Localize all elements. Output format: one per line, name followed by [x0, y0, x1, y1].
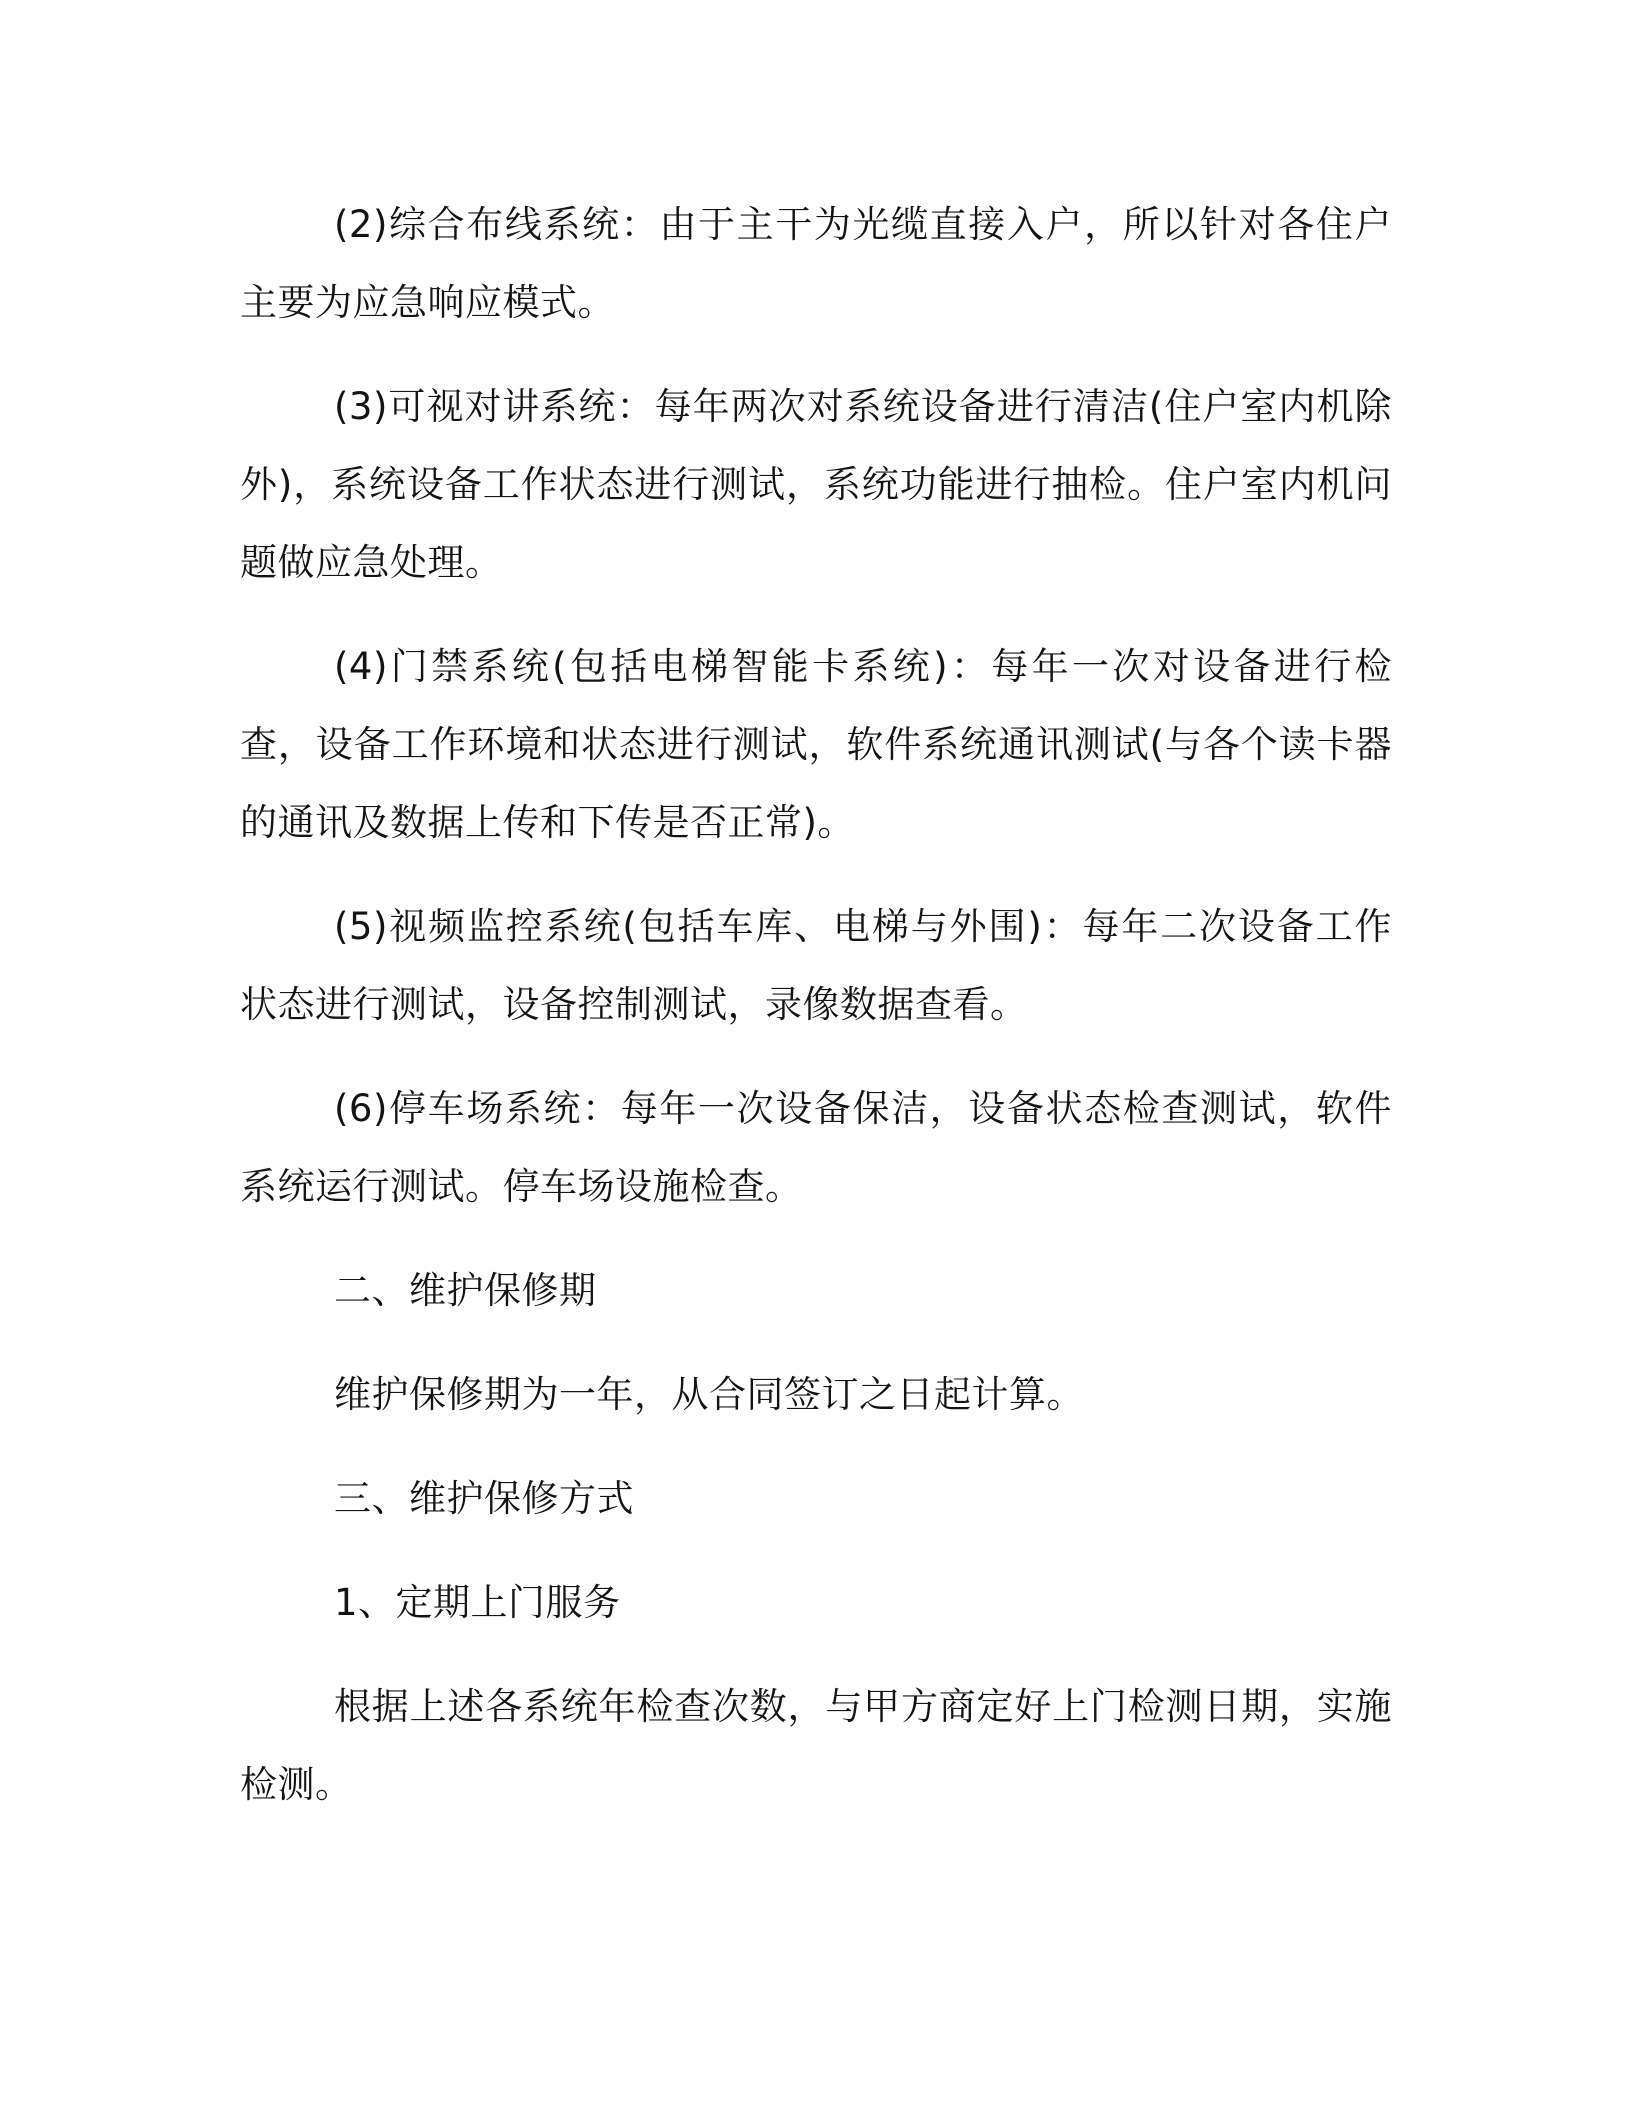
section-heading-warranty-method: 三、维护保修方式: [334, 1477, 634, 1520]
paragraph-onsite-inspection: 根据上述各系统年检查次数，与甲方商定好上门检测日期，实施检测。: [240, 1685, 1392, 1806]
paragraph-warranty-period: 维护保修期为一年，从合同签订之日起计算。: [334, 1373, 1084, 1416]
paragraph-video-surveillance: (5)视频监控系统(包括车库、电梯与外围)：每年二次设备工作状态进行测试，设备控制测试，录像数据查看。: [240, 905, 1392, 1026]
paragraph-video-intercom: (3)可视对讲系统：每年两次对系统设备进行清洁(住户室内机除外)，系统设备工作状态进行测试，系统功能进行抽检。住户室内机问题做应急处理。: [240, 385, 1392, 584]
paragraph-integrated-cabling: (2)综合布线系统：由于主干为光缆直接入户，所以针对各住户主要为应急响应模式。: [240, 203, 1392, 324]
subheading-regular-onsite-service: 1、定期上门服务: [334, 1581, 621, 1624]
paragraph-access-control: (4)门禁系统(包括电梯智能卡系统)：每年一次对设备进行检查，设备工作环境和状态进行测试，软件系统通讯测试(与各个读卡器的通讯及数据上传和下传是否正常)。: [240, 645, 1392, 844]
document-body: [240, 186, 1392, 1850]
paragraph-parking-system: (6)停车场系统：每年一次设备保洁，设备状态检查测试，软件系统运行测试。停车场设施检查。: [240, 1087, 1392, 1208]
section-heading-warranty-period: 二、维护保修期: [334, 1269, 597, 1312]
